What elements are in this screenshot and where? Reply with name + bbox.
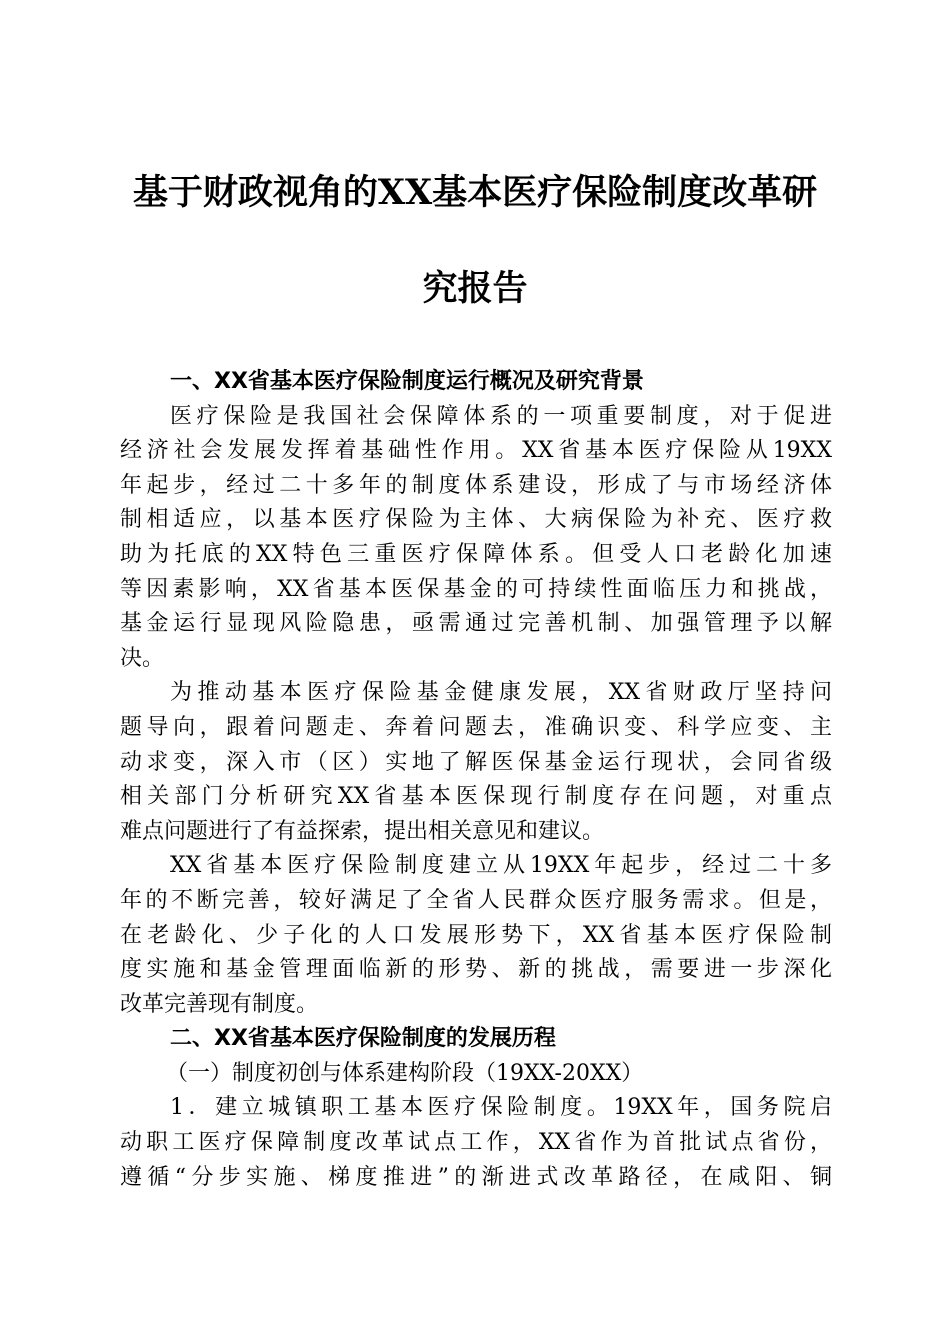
paragraph-line: 助为托底的XX特色三重医疗保障体系。但受人口老龄化加速 <box>120 541 832 567</box>
paragraph-line: XX省基本医疗保险制度建立从19XX年起步，经过二十多 <box>170 853 832 879</box>
paragraph-line: 年的不断完善，较好满足了全省人民群众医疗服务需求。但是， <box>120 887 832 913</box>
paragraph-line: 基金运行显现风险隐患，亟需通过完善机制、加强管理予以解 <box>120 611 832 637</box>
paragraph-line: 题导向，跟着问题走、奔着问题去，准确识变、科学应变、主 <box>120 714 832 740</box>
document-title-line-1: 基于财政视角的XX基本医疗保险制度改革研 <box>132 172 818 213</box>
paragraph-line: 决。 <box>120 645 165 671</box>
paragraph-line: 医疗保险是我国社会保障体系的一项重要制度，对于促进 <box>170 403 832 429</box>
paragraph-line: 相关部门分析研究XX省基本医保现行制度存在问题，对重点 <box>120 784 832 810</box>
section-2-paragraph-1 <box>120 1091 832 1195</box>
section-1-heading: 一、XX省基本医疗保险制度运行概况及研究背景 <box>170 369 644 394</box>
paragraph-line: 1．建立城镇职工基本医疗保险制度。19XX年，国务院启 <box>170 1095 832 1121</box>
paragraph-line: 等因素影响，XX省基本医保基金的可持续性面临压力和挑战， <box>120 576 832 602</box>
paragraph-line: 为推动基本医疗保险基金健康发展，XX省财政厅坚持问 <box>170 680 832 706</box>
paragraph-line: 改革完善现有制度。 <box>120 991 319 1017</box>
paragraph-line: 在老龄化、少子化的人口发展形势下，XX省基本医疗保险制 <box>120 922 832 948</box>
section-1-paragraph-2 <box>120 676 832 849</box>
paragraph-line: 制相适应，以基本医疗保险为主体、大病保险为补充、医疗救 <box>120 507 832 533</box>
section-1-paragraph-1 <box>120 400 832 677</box>
paragraph-line: 年起步，经过二十多年的制度体系建设，形成了与市场经济体 <box>120 472 832 498</box>
section-2-subheading: （一）制度初创与体系建构阶段（19XX-20XX） <box>166 1060 644 1086</box>
paragraph-line: 遵循“分步实施、梯度推进”的渐进式改革路径，在咸阳、铜 <box>120 1164 832 1190</box>
document-body <box>120 365 832 1195</box>
document-title-line-2: 究报告 <box>422 268 528 309</box>
paragraph-line: 动职工医疗保障制度改革试点工作，XX省作为首批试点省份， <box>120 1130 832 1156</box>
paragraph-line: 动求变，深入市（区）实地了解医保基金运行现状，会同省级 <box>120 749 832 775</box>
section-1-paragraph-3 <box>120 849 832 1022</box>
paragraph-line: 度实施和基金管理面临新的形势、新的挑战，需要进一步深化 <box>120 957 832 983</box>
section-2-heading: 二、XX省基本医疗保险制度的发展历程 <box>170 1026 556 1052</box>
paragraph-line: 经济社会发展发挥着基础性作用。XX省基本医疗保险从19XX <box>120 438 832 464</box>
paragraph-line: 难点问题进行了有益探索，提出相关意见和建议。 <box>120 818 605 844</box>
